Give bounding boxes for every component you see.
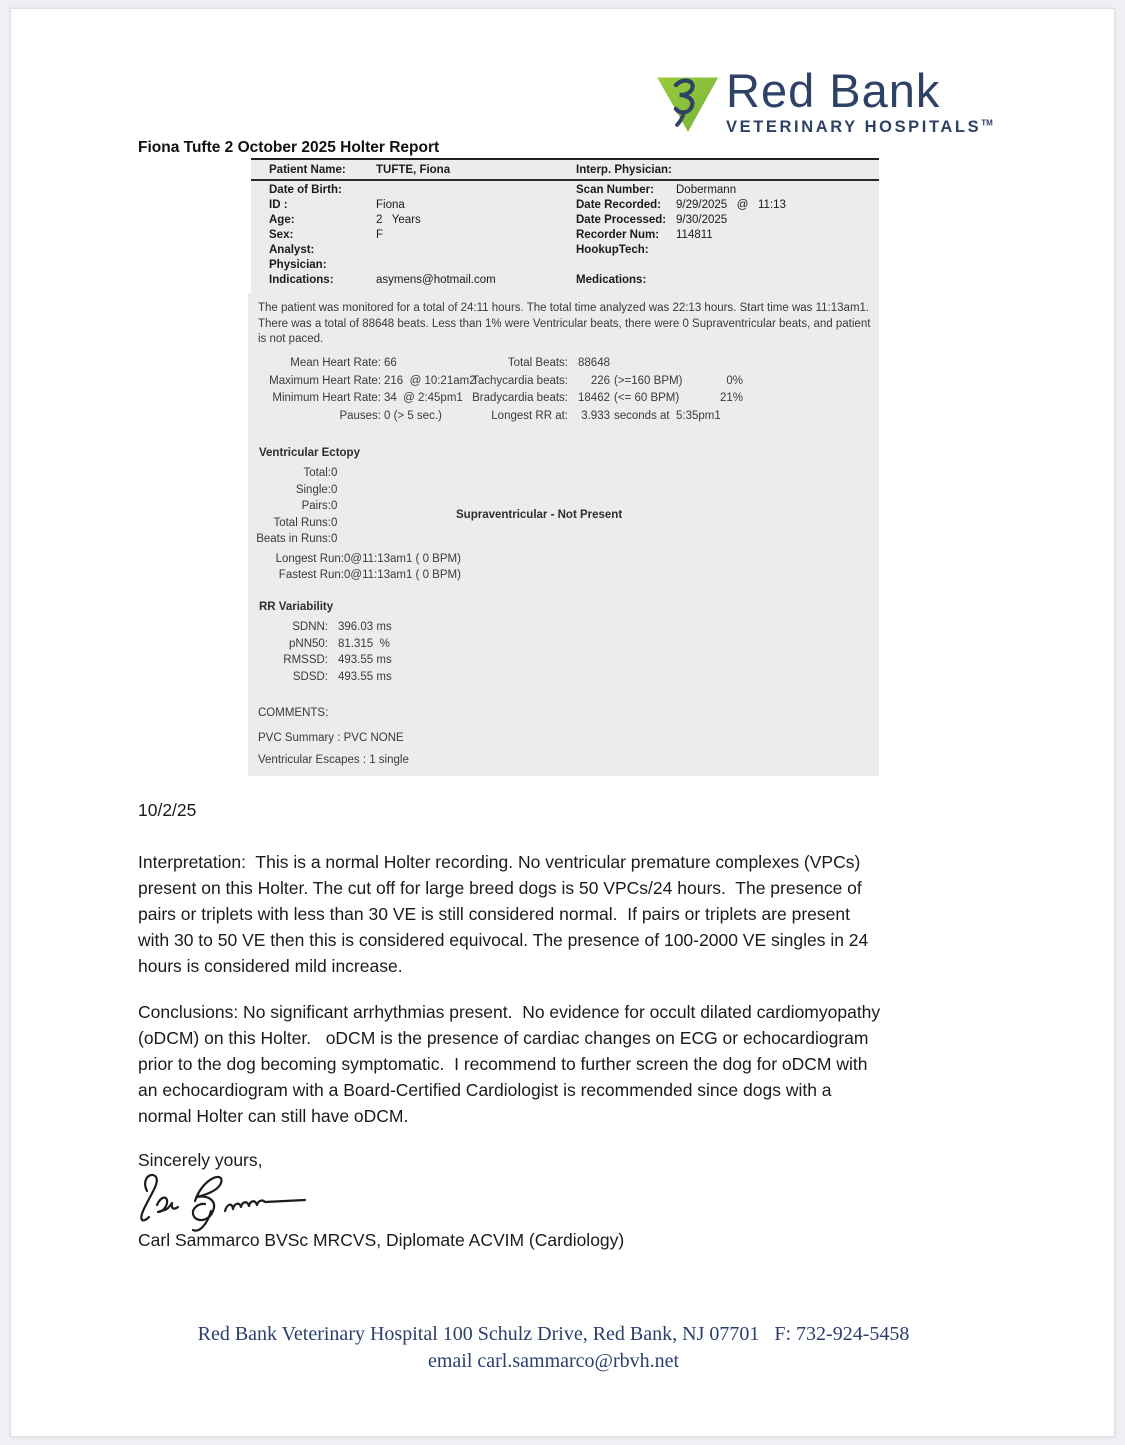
stat-percent: 0%	[726, 374, 743, 387]
ectopy-value: 0	[331, 533, 338, 545]
field-label: ID :	[269, 199, 288, 211]
ectopy-row	[248, 465, 879, 482]
comments-heading: COMMENTS:	[258, 707, 329, 719]
stat-label: Bradycardia beats:	[472, 392, 568, 404]
ectopy-row	[248, 551, 879, 568]
report-page	[10, 8, 1115, 1437]
ectopy-label: Single:	[295, 483, 331, 496]
stat-value: 226	[590, 374, 610, 387]
field-value: Dobermann	[676, 184, 737, 196]
paragraph-line: hours is considered mild increase.	[138, 956, 403, 976]
stat-value: 88648	[578, 357, 610, 369]
ectopy-value: 0@11:13am1 ( 0 BPM)	[344, 552, 461, 565]
patient-table-header	[251, 160, 879, 181]
patient-table-body	[251, 181, 879, 293]
logo-triangle-icon	[656, 65, 720, 145]
field-value: 114811	[676, 229, 713, 241]
field-label: HookupTech:	[576, 244, 649, 256]
table-row	[251, 273, 879, 288]
stat-detail: seconds at 5:35pm1	[614, 409, 721, 422]
stat-row	[248, 373, 879, 391]
field-value: F	[376, 229, 384, 241]
patient-info-table	[251, 158, 879, 297]
ectopy-label: Longest Run:	[275, 552, 344, 565]
field-label: Age:	[269, 214, 295, 226]
rr-row	[248, 619, 392, 636]
stat-label: Maximum Heart Rate:	[269, 374, 381, 387]
table-row	[251, 243, 879, 258]
field-label: Analyst:	[269, 244, 315, 256]
logo-text	[726, 64, 993, 137]
field-label: Indications:	[269, 274, 334, 286]
ectopy-label: Beats in Runs:	[256, 533, 331, 545]
logo-subtitle-text: VETERINARY HOSPITALS	[726, 118, 982, 136]
table-row	[251, 258, 879, 273]
supraventricular-note: Supraventricular - Not Present	[456, 509, 623, 521]
rr-label: RMSSD:	[283, 654, 328, 666]
stat-detail: (>=160 BPM)	[614, 374, 683, 387]
summary-line: is not paced.	[258, 333, 324, 345]
stat-value: 34 @ 2:45pm1	[384, 392, 463, 404]
signature	[133, 1167, 348, 1239]
conclusions-paragraph	[138, 999, 983, 1129]
field-value	[376, 258, 576, 273]
stat-percent: 21%	[719, 392, 743, 404]
table-row	[251, 213, 879, 228]
patient-name-cell	[251, 164, 576, 176]
ectopy-value: 0	[331, 516, 338, 529]
ectopy-row	[248, 567, 879, 584]
ectopy-label: Total:	[303, 467, 331, 479]
comment-line: Ventricular Escapes : 1 single	[258, 754, 409, 766]
rr-value: 81.315 %	[338, 637, 390, 650]
report-title: Fiona Tufte 2 October 2025 Holter Report	[138, 139, 440, 156]
field-label	[576, 258, 676, 273]
paragraph-line: (oDCM) on this Holter. oDCM is the presence of cardiac changes on ECG or echocardiogram	[138, 1028, 869, 1048]
field-label: Medications:	[576, 274, 647, 286]
stat-value: 3.933	[581, 409, 610, 422]
rr-row	[248, 669, 392, 686]
ventricular-ectopy-heading: Ventricular Ectopy	[259, 447, 360, 459]
stat-row	[248, 390, 879, 408]
stat-label: Pauses:	[339, 409, 381, 422]
stat-value: 216 @ 10:21am2	[384, 374, 476, 387]
holter-summary-panel	[248, 293, 879, 776]
rr-variability-heading: RR Variability	[259, 601, 334, 613]
stat-value: 18462	[578, 392, 610, 404]
summary-line: There was a total of 88648 beats. Less than 1% were Ventricular beats, there were 0 Supraventricular beats, and patient	[258, 317, 871, 330]
ectopy-label: Fastest Run:	[278, 569, 344, 581]
letter-date: 10/2/25	[138, 800, 197, 820]
rr-label: pNN50:	[289, 637, 328, 650]
stat-detail: (<= 60 BPM)	[614, 392, 680, 404]
paragraph-line: prior to the dog becoming symptomatic. I recommend to further screen the dog for oDCM with	[138, 1054, 868, 1074]
stat-value: 0 (> 5 sec.)	[384, 409, 442, 422]
monitoring-summary-text	[258, 301, 872, 348]
stat-row	[248, 355, 879, 373]
clinic-logo	[656, 61, 993, 157]
paragraph-line: present on this Holter. The cut off for large breed dogs is 50 VPCs/24 hours. The presence of	[138, 878, 862, 898]
field-label: Date Recorded:	[576, 199, 661, 211]
ectopy-value: 0	[331, 500, 338, 512]
rr-label: SDSD:	[292, 670, 328, 683]
field-value	[376, 183, 576, 198]
stat-label: Tachycardia beats:	[472, 374, 568, 387]
rr-row	[248, 652, 392, 669]
letter-closing: Sincerely yours,	[138, 1150, 263, 1170]
trademark-symbol: TM	[981, 118, 993, 128]
table-row	[251, 228, 879, 243]
field-value	[376, 243, 576, 258]
ectopy-value: 0@11:13am1 ( 0 BPM)	[344, 569, 461, 581]
rr-value: 493.55 ms	[338, 670, 392, 683]
ectopy-row	[248, 482, 879, 499]
ventricular-ectopy-list	[248, 465, 879, 584]
ectopy-label: Total Runs:	[273, 516, 331, 529]
footer-email: email carl.sammarco@rbvh.net	[427, 1350, 680, 1372]
rr-label: SDNN:	[292, 621, 328, 633]
comment-line: PVC Summary : PVC NONE	[258, 732, 404, 744]
rr-variability-list	[248, 619, 392, 685]
field-value: asymens@hotmail.com	[376, 274, 496, 286]
field-value: 2 Years	[376, 214, 421, 226]
heart-rate-stats	[248, 355, 879, 425]
stat-value: 66	[384, 357, 397, 369]
field-label: Scan Number:	[576, 184, 654, 196]
field-label: Sex:	[269, 229, 294, 241]
page-footer	[11, 1321, 1096, 1375]
field-value: Fiona	[376, 199, 405, 211]
footer-address: Red Bank Veterinary Hospital 100 Schulz Drive, Red Bank, NJ 07701 F: 732-924-5458	[197, 1323, 910, 1345]
paragraph-line: Conclusions: No significant arrhythmias present. No evidence for occult dilated cardiomyopathy	[138, 1002, 881, 1022]
paragraph-line: pairs or triplets with less than 30 VE is still considered normal. If pairs or triplets are present	[138, 904, 850, 924]
paragraph-line: an echocardiogram with a Board-Certified Cardiologist is recommended since dogs with a	[138, 1080, 832, 1100]
stat-row	[248, 408, 879, 426]
summary-line: The patient was monitored for a total of 24:11 hours. The total time analyzed was 22:13 hours. Start time was 11:13am1.	[258, 302, 870, 314]
ectopy-value: 0	[331, 483, 338, 496]
rr-row	[248, 636, 392, 653]
rr-value: 396.03 ms	[338, 621, 392, 633]
logo-brand-name: Red Bank	[726, 64, 941, 117]
table-row	[251, 198, 879, 213]
interpretation-paragraph	[138, 849, 983, 979]
stat-label: Total Beats:	[507, 357, 568, 369]
ectopy-label: Pairs:	[301, 500, 331, 512]
stat-label: Mean Heart Rate:	[290, 357, 381, 369]
interp-physician-cell	[576, 164, 672, 176]
field-label: Physician:	[269, 259, 327, 271]
field-label: Recorder Num:	[576, 229, 660, 241]
logo-brand-subtitle	[726, 118, 993, 137]
ectopy-value: 0	[331, 467, 338, 479]
field-label: Date Processed:	[576, 214, 667, 226]
paragraph-line: with 30 to 50 VE then this is considered equivocal. The presence of 100-2000 VE singles in 24	[138, 930, 869, 950]
field-value: 9/29/2025 @ 11:13	[676, 199, 786, 211]
patient-name-label: Patient Name:	[269, 164, 346, 176]
ectopy-row	[248, 531, 879, 548]
rr-value: 493.55 ms	[338, 654, 392, 666]
table-row	[251, 183, 879, 198]
signatory-name: Carl Sammarco BVSc MRCVS, Diplomate ACVIM (Cardiology)	[138, 1230, 625, 1250]
field-label: Date of Birth:	[269, 184, 342, 196]
interp-physician-label: Interp. Physician:	[576, 164, 672, 176]
stat-label: Minimum Heart Rate:	[272, 392, 381, 404]
stat-label: Longest RR at:	[491, 409, 568, 422]
paragraph-line: Interpretation: This is a normal Holter recording. No ventricular premature complexes (VPCs)	[138, 852, 861, 872]
paragraph-line: normal Holter can still have oDCM.	[138, 1106, 409, 1126]
field-value: 9/30/2025	[676, 214, 728, 226]
patient-name-value: TUFTE, Fiona	[376, 164, 451, 176]
